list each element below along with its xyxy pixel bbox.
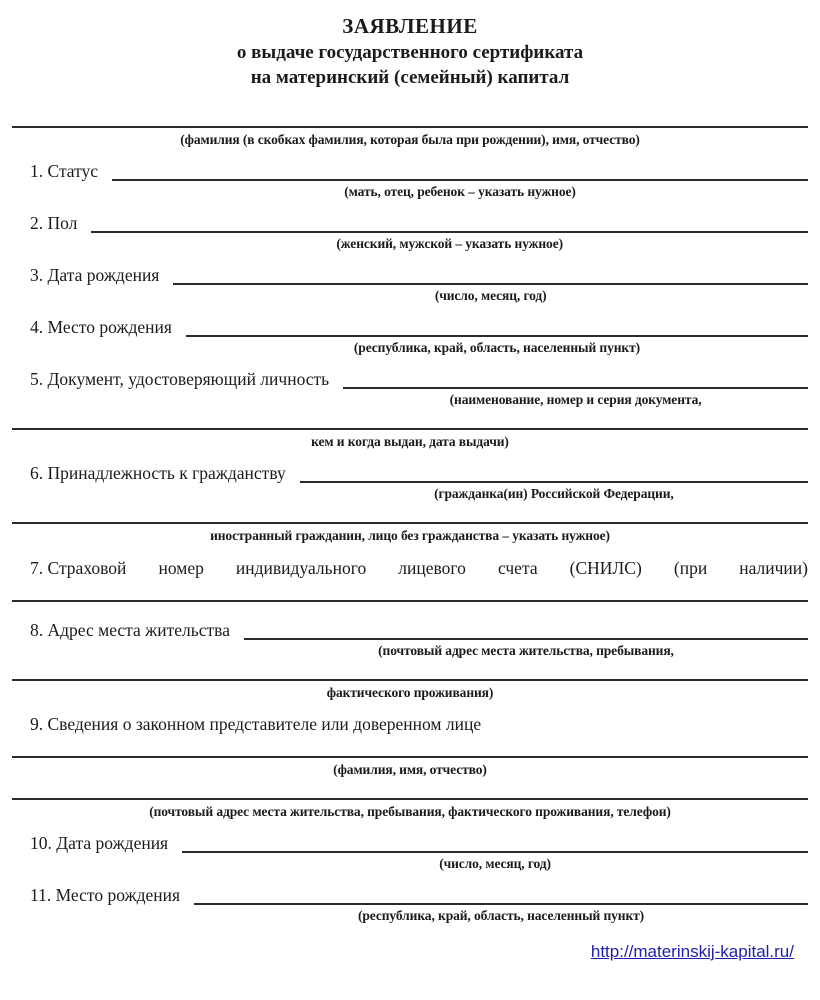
field-status bbox=[30, 159, 808, 200]
field-snils bbox=[12, 556, 808, 602]
birth-place-field-line[interactable] bbox=[186, 315, 808, 337]
snils-word: лицевого bbox=[398, 558, 466, 578]
residence-address-continuation-line[interactable] bbox=[12, 679, 808, 681]
residence-address-continuation bbox=[12, 679, 808, 701]
identity-document-label: 5. Документ, удостоверяющий личность bbox=[30, 369, 330, 389]
identity-document-continuation bbox=[12, 428, 808, 450]
representative-address-segment bbox=[12, 798, 808, 820]
identity-document-field-line[interactable] bbox=[343, 367, 808, 389]
rep-birth-date-field-line[interactable] bbox=[182, 831, 808, 853]
snils-label bbox=[30, 556, 808, 580]
gender-field-line[interactable] bbox=[91, 211, 808, 233]
field-gender bbox=[30, 211, 808, 252]
representative-name-field-line[interactable] bbox=[12, 756, 808, 758]
birth-date-field-hint: (число, месяц, год) bbox=[434, 288, 547, 303]
site-link[interactable]: http://materinskij-kapital.ru/ bbox=[590, 942, 794, 961]
form-title-line1: ЗАЯВЛЕНИЕ bbox=[342, 14, 478, 38]
field-residence-address bbox=[30, 618, 808, 659]
representative-address-field-line[interactable] bbox=[12, 798, 808, 800]
gender-label: 2. Пол bbox=[30, 213, 78, 233]
residence-address-label: 8. Адрес места жительства bbox=[30, 620, 230, 640]
field-representative bbox=[30, 712, 808, 736]
representative-address-field-hint: (почтовый адрес места жительства, пребывания, фактического проживания, телефон) bbox=[149, 804, 671, 819]
citizenship-label: 6. Принадлежность к гражданству bbox=[30, 463, 286, 483]
identity-document-continuation-line[interactable] bbox=[12, 428, 808, 430]
snils-word: 7. Страховой bbox=[30, 558, 127, 578]
status-field-hint: (мать, отец, ребенок – указать нужное) bbox=[344, 184, 576, 199]
representative-name-field-hint: (фамилия, имя, отчество) bbox=[333, 762, 487, 777]
rep-birth-place-field-line[interactable] bbox=[194, 883, 808, 905]
citizenship-continuation bbox=[12, 522, 808, 544]
status-field-line[interactable] bbox=[112, 159, 808, 181]
snils-word: счета bbox=[497, 558, 538, 578]
form-title bbox=[12, 13, 808, 90]
citizenship-field-hint2: иностранный гражданин, лицо без гражданства – указать нужное) bbox=[210, 528, 610, 543]
snils-word: номер bbox=[158, 558, 204, 578]
representative-name-segment bbox=[12, 756, 808, 778]
snils-word: (при bbox=[673, 558, 708, 578]
form-title-line2: о выдаче государственного сертификата bbox=[236, 42, 584, 63]
residence-address-field-hint2: фактического проживания) bbox=[326, 685, 494, 700]
identity-document-field-hint2: кем и когда выдан, дата выдачи) bbox=[311, 434, 509, 449]
applicant-name-field-line[interactable] bbox=[12, 126, 808, 128]
representative-label: 9. Сведения о законном представителе или доверенном лице bbox=[30, 714, 482, 734]
rep-birth-date-label: 10. Дата рождения bbox=[30, 833, 169, 853]
birth-place-label: 4. Место рождения bbox=[30, 317, 172, 337]
field-birth-place bbox=[30, 315, 808, 356]
rep-birth-place-label: 11. Место рождения bbox=[30, 885, 181, 905]
field-rep-birth-date bbox=[30, 831, 808, 872]
status-label: 1. Статус bbox=[30, 161, 99, 181]
snils-word: наличии) bbox=[739, 558, 808, 578]
residence-address-field-hint1: (почтовый адрес места жительства, пребывания, bbox=[378, 643, 674, 658]
field-rep-birth-place bbox=[30, 883, 808, 924]
snils-field-line[interactable] bbox=[12, 600, 808, 602]
birth-date-label: 3. Дата рождения bbox=[30, 265, 160, 285]
applicant-name-field-hint: (фамилия (в скобках фамилия, которая была при рождении), имя, отчество) bbox=[180, 132, 640, 147]
birth-date-field-line[interactable] bbox=[173, 263, 808, 285]
citizenship-field-hint1: (гражданка(ин) Российской Федерации, bbox=[434, 486, 674, 501]
residence-address-field-line[interactable] bbox=[244, 618, 808, 640]
form-title-line3: на материнский (семейный) капитал bbox=[250, 67, 570, 88]
rep-birth-date-field-hint: (число, месяц, год) bbox=[439, 856, 551, 871]
citizenship-field-line[interactable] bbox=[300, 461, 808, 483]
rep-birth-place-field-hint: (республика, край, область, населенный пункт) bbox=[357, 908, 645, 923]
identity-document-field-hint1: (наименование, номер и серия документа, bbox=[449, 392, 702, 407]
field-birth-date bbox=[30, 263, 808, 304]
footer bbox=[12, 942, 794, 962]
snils-word: (СНИЛС) bbox=[569, 558, 642, 578]
birth-place-field-hint: (республика, край, область, населенный пункт) bbox=[353, 340, 641, 355]
field-citizenship bbox=[30, 461, 808, 502]
field-identity-document bbox=[30, 367, 808, 408]
snils-word: индивидуального bbox=[235, 558, 367, 578]
citizenship-continuation-line[interactable] bbox=[12, 522, 808, 524]
gender-field-hint: (женский, мужской – указать нужное) bbox=[336, 236, 563, 251]
